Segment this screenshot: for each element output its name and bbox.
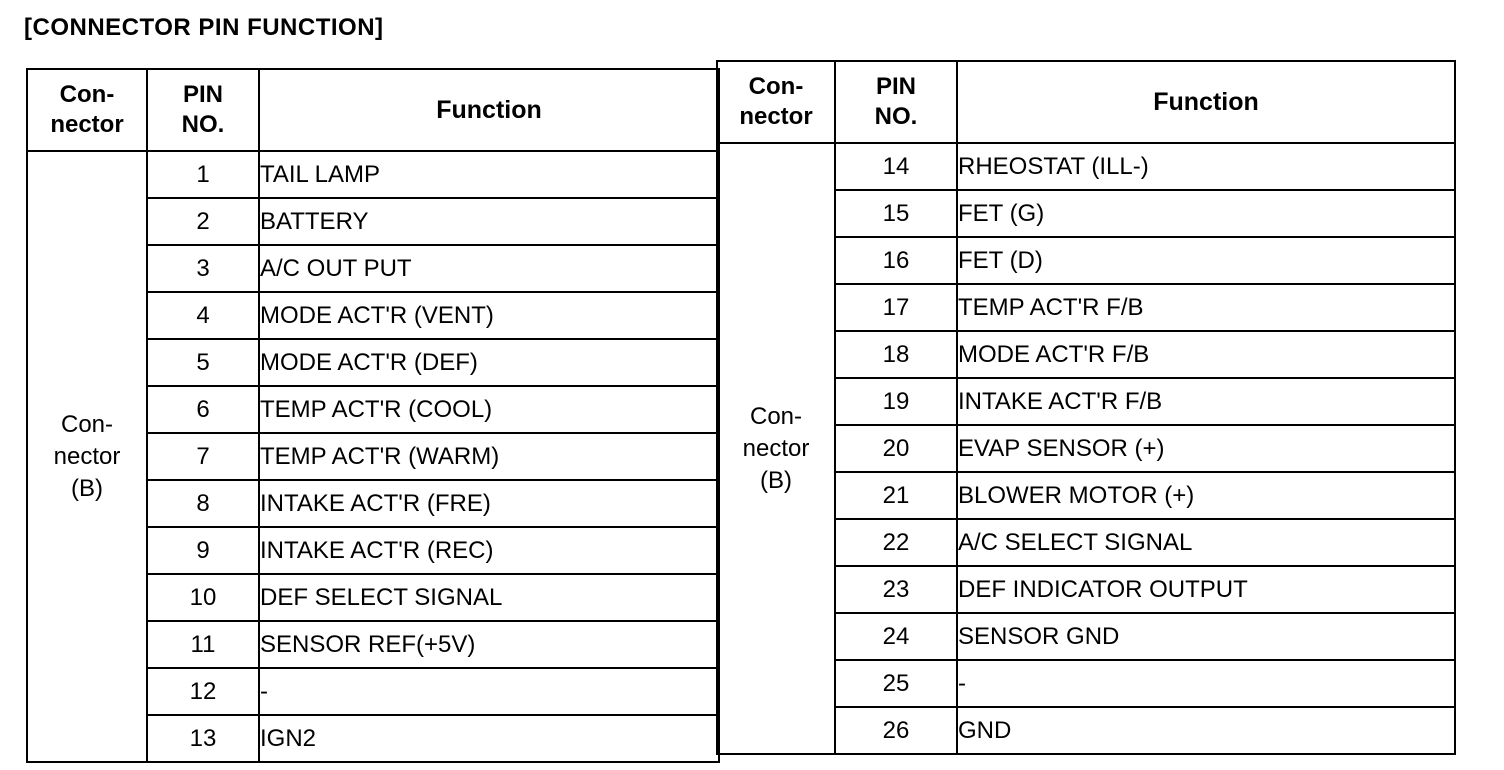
connector-label-line2: nector [53, 442, 121, 470]
pin-header [147, 69, 259, 151]
pin-number: 21 [835, 472, 957, 519]
pin-number: 11 [147, 621, 259, 668]
connector-header [27, 69, 147, 151]
pin-number: 20 [835, 425, 957, 472]
pin-function: FET (D) [957, 237, 1455, 284]
pin-function: INTAKE ACT'R (REC) [259, 527, 719, 574]
pin-function: GND [957, 707, 1455, 754]
pin-function: MODE ACT'R (DEF) [259, 339, 719, 386]
pin-number: 2 [147, 198, 259, 245]
pin-function: A/C OUT PUT [259, 245, 719, 292]
pin-header-line1: PIN [182, 81, 223, 108]
connector-cell [27, 151, 147, 762]
connector-label-line3: (B) [760, 466, 792, 494]
connector-cell [717, 143, 835, 754]
pin-function: IGN2 [259, 715, 719, 762]
pin-number: 17 [835, 284, 957, 331]
pin-number: 9 [147, 527, 259, 574]
pin-table-right [716, 60, 1456, 755]
pin-number: 12 [147, 668, 259, 715]
pin-function: RHEOSTAT (ILL-) [957, 143, 1455, 190]
pin-function: MODE ACT'R (VENT) [259, 292, 719, 339]
connector-header-line2: nector [739, 103, 813, 130]
pin-function: TAIL LAMP [259, 151, 719, 198]
pin-number: 13 [147, 715, 259, 762]
pin-function: DEF SELECT SIGNAL [259, 574, 719, 621]
pin-function: SENSOR REF(+5V) [259, 621, 719, 668]
pin-number: 15 [835, 190, 957, 237]
pin-header-line2: NO. [181, 111, 225, 138]
connector-header-line1: Con- [748, 73, 804, 100]
pin-number: 16 [835, 237, 957, 284]
pin-function: INTAKE ACT'R (FRE) [259, 480, 719, 527]
pin-function: TEMP ACT'R (COOL) [259, 386, 719, 433]
pin-table-left [26, 68, 720, 763]
pin-header-line1: PIN [875, 73, 916, 100]
connector-header [717, 61, 835, 143]
connector-header-line1: Con- [59, 81, 115, 108]
pin-number: 14 [835, 143, 957, 190]
pin-header-line2: NO. [874, 103, 918, 130]
function-header: Function [259, 69, 719, 151]
pin-function: BATTERY [259, 198, 719, 245]
pin-function: MODE ACT'R F/B [957, 331, 1455, 378]
pin-number: 23 [835, 566, 957, 613]
page-title: [CONNECTOR PIN FUNCTION] [24, 14, 384, 41]
connector-label-line1: Con- [749, 402, 803, 430]
pin-function: BLOWER MOTOR (+) [957, 472, 1455, 519]
connector-label-line2: nector [742, 434, 810, 462]
pin-number: 7 [147, 433, 259, 480]
pin-number: 25 [835, 660, 957, 707]
pin-function: DEF INDICATOR OUTPUT [957, 566, 1455, 613]
function-header: Function [957, 61, 1455, 143]
connector-header-line2: nector [50, 111, 124, 138]
pin-number: 1 [147, 151, 259, 198]
table-row [27, 151, 719, 198]
pin-function: - [957, 660, 1455, 707]
pin-function: - [259, 668, 719, 715]
header-row [27, 69, 719, 151]
pin-number: 19 [835, 378, 957, 425]
pin-function: A/C SELECT SIGNAL [957, 519, 1455, 566]
pin-number: 26 [835, 707, 957, 754]
pin-function: EVAP SENSOR (+) [957, 425, 1455, 472]
pin-number: 8 [147, 480, 259, 527]
pin-function: FET (G) [957, 190, 1455, 237]
pin-number: 5 [147, 339, 259, 386]
pin-number: 22 [835, 519, 957, 566]
pin-number: 18 [835, 331, 957, 378]
pin-function: TEMP ACT'R (WARM) [259, 433, 719, 480]
header-row [717, 61, 1455, 143]
pin-header [835, 61, 957, 143]
pin-number: 4 [147, 292, 259, 339]
connector-label-line1: Con- [60, 410, 114, 438]
pin-function: TEMP ACT'R F/B [957, 284, 1455, 331]
pin-number: 6 [147, 386, 259, 433]
connector-label-line3: (B) [71, 474, 103, 502]
pin-function: INTAKE ACT'R F/B [957, 378, 1455, 425]
pin-number: 24 [835, 613, 957, 660]
pin-number: 10 [147, 574, 259, 621]
pin-number: 3 [147, 245, 259, 292]
table-row [717, 143, 1455, 190]
pin-function: SENSOR GND [957, 613, 1455, 660]
